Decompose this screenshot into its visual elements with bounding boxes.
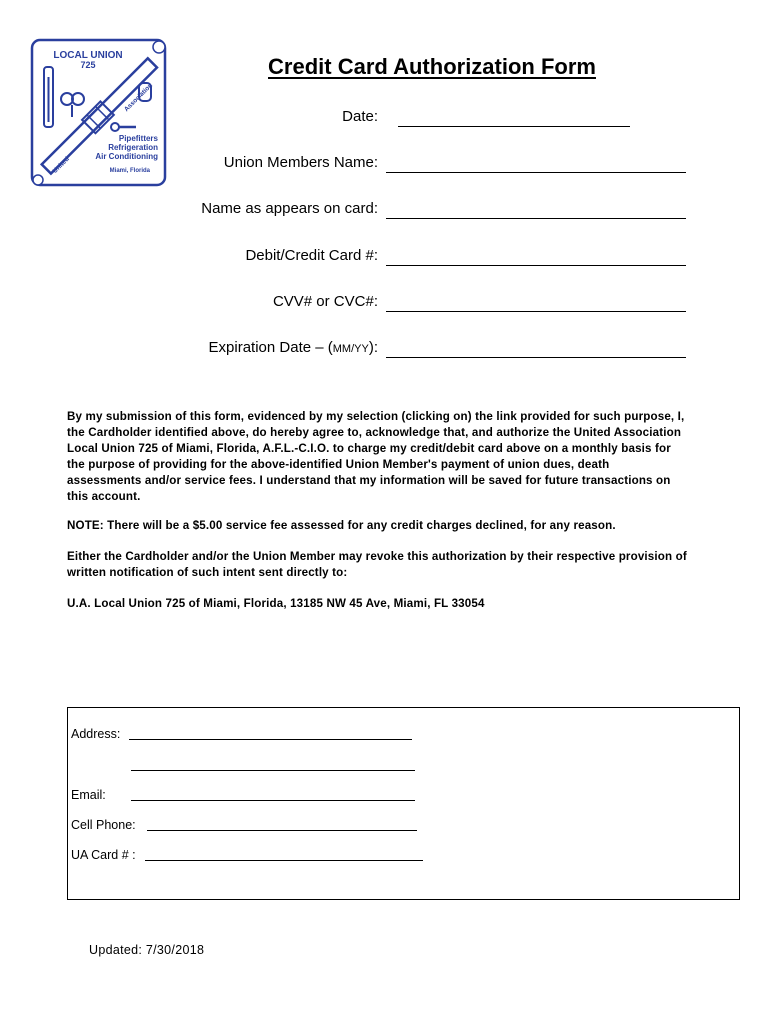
email-label: Email:: [71, 788, 106, 802]
union-member-name-line[interactable]: [386, 172, 686, 173]
cvv-field[interactable]: [100, 292, 690, 314]
email-line[interactable]: [131, 800, 415, 801]
address-label: Address:: [71, 727, 121, 741]
date-field[interactable]: [100, 107, 690, 129]
contact-info-box: [67, 707, 740, 900]
updated-date: Updated: 7/30/2018: [89, 943, 205, 957]
expiration-date-label: Expiration Date – (MM/YY):: [208, 339, 378, 356]
card-name-line[interactable]: [386, 218, 686, 219]
ua-card-label: UA Card # :: [71, 848, 136, 862]
note-paragraph: NOTE: There will be a $5.00 service fee assessed for any credit charges declined, for any reason.: [67, 519, 616, 532]
logo-trade-3: Air Conditioning: [95, 152, 158, 161]
date-label: Date:: [342, 108, 378, 125]
card-number-field[interactable]: [100, 246, 690, 268]
ua-card-field[interactable]: [71, 848, 431, 864]
address-field[interactable]: [71, 727, 431, 743]
cell-phone-field[interactable]: [71, 818, 431, 834]
union-member-name-field[interactable]: [100, 153, 690, 175]
ua-card-line[interactable]: [145, 860, 423, 861]
authorization-paragraph: By my submission of this form, evidenced by my selection (clicking on) the link provided for such purpose, I, the Cardholder identified above, do hereby agree to, acknowledge that, and authorize the United Association Local Union 725 of Miami, Florida, A.F.L.-C.I.O. to charge my credit/debit card above on a monthly basis for the purpose of providing for the above-identified Union Member's payment of union dues, death assessments and/or service fees. I understand that my information will be saved for future transactions on this account.: [67, 410, 685, 503]
union-member-name-label: Union Members Name:: [223, 154, 378, 171]
revoke-paragraph: Either the Cardholder and/or the Union Member may revoke this authorization by their respective provision of written notification of such intent sent directly to:: [67, 550, 687, 579]
card-number-label: Debit/Credit Card #:: [245, 247, 378, 264]
logo-arc-text2: United: [51, 155, 71, 175]
logo-line1: LOCAL UNION: [53, 50, 123, 61]
card-name-field[interactable]: [100, 199, 690, 221]
logo-trade-1: Pipefitters: [118, 134, 158, 143]
card-number-line[interactable]: [386, 265, 686, 266]
expiration-date-field[interactable]: [100, 338, 690, 360]
logo-line2: 725: [80, 60, 96, 70]
cell-phone-line[interactable]: [147, 830, 417, 831]
address-line-1[interactable]: [129, 739, 412, 740]
cvv-label: CVV# or CVC#:: [272, 293, 378, 310]
union-address-paragraph: U.A. Local Union 725 of Miami, Florida, 13185 NW 45 Ave, Miami, FL 33054: [67, 597, 485, 610]
address-line-2-field[interactable]: [71, 758, 431, 774]
card-name-label: Name as appears on card:: [201, 200, 378, 217]
address-line-2[interactable]: [131, 770, 415, 771]
cell-phone-label: Cell Phone:: [71, 818, 136, 832]
cvv-line[interactable]: [386, 311, 686, 312]
form-title: Credit Card Authorization Form: [268, 54, 596, 79]
date-line[interactable]: [398, 126, 630, 127]
email-field[interactable]: [71, 788, 431, 804]
logo-city: Miami, Florida: [109, 168, 150, 174]
expiration-date-line[interactable]: [386, 357, 686, 358]
logo-trade-2: Refrigeration: [108, 143, 158, 152]
logo-arc-text: Association: [123, 82, 155, 114]
